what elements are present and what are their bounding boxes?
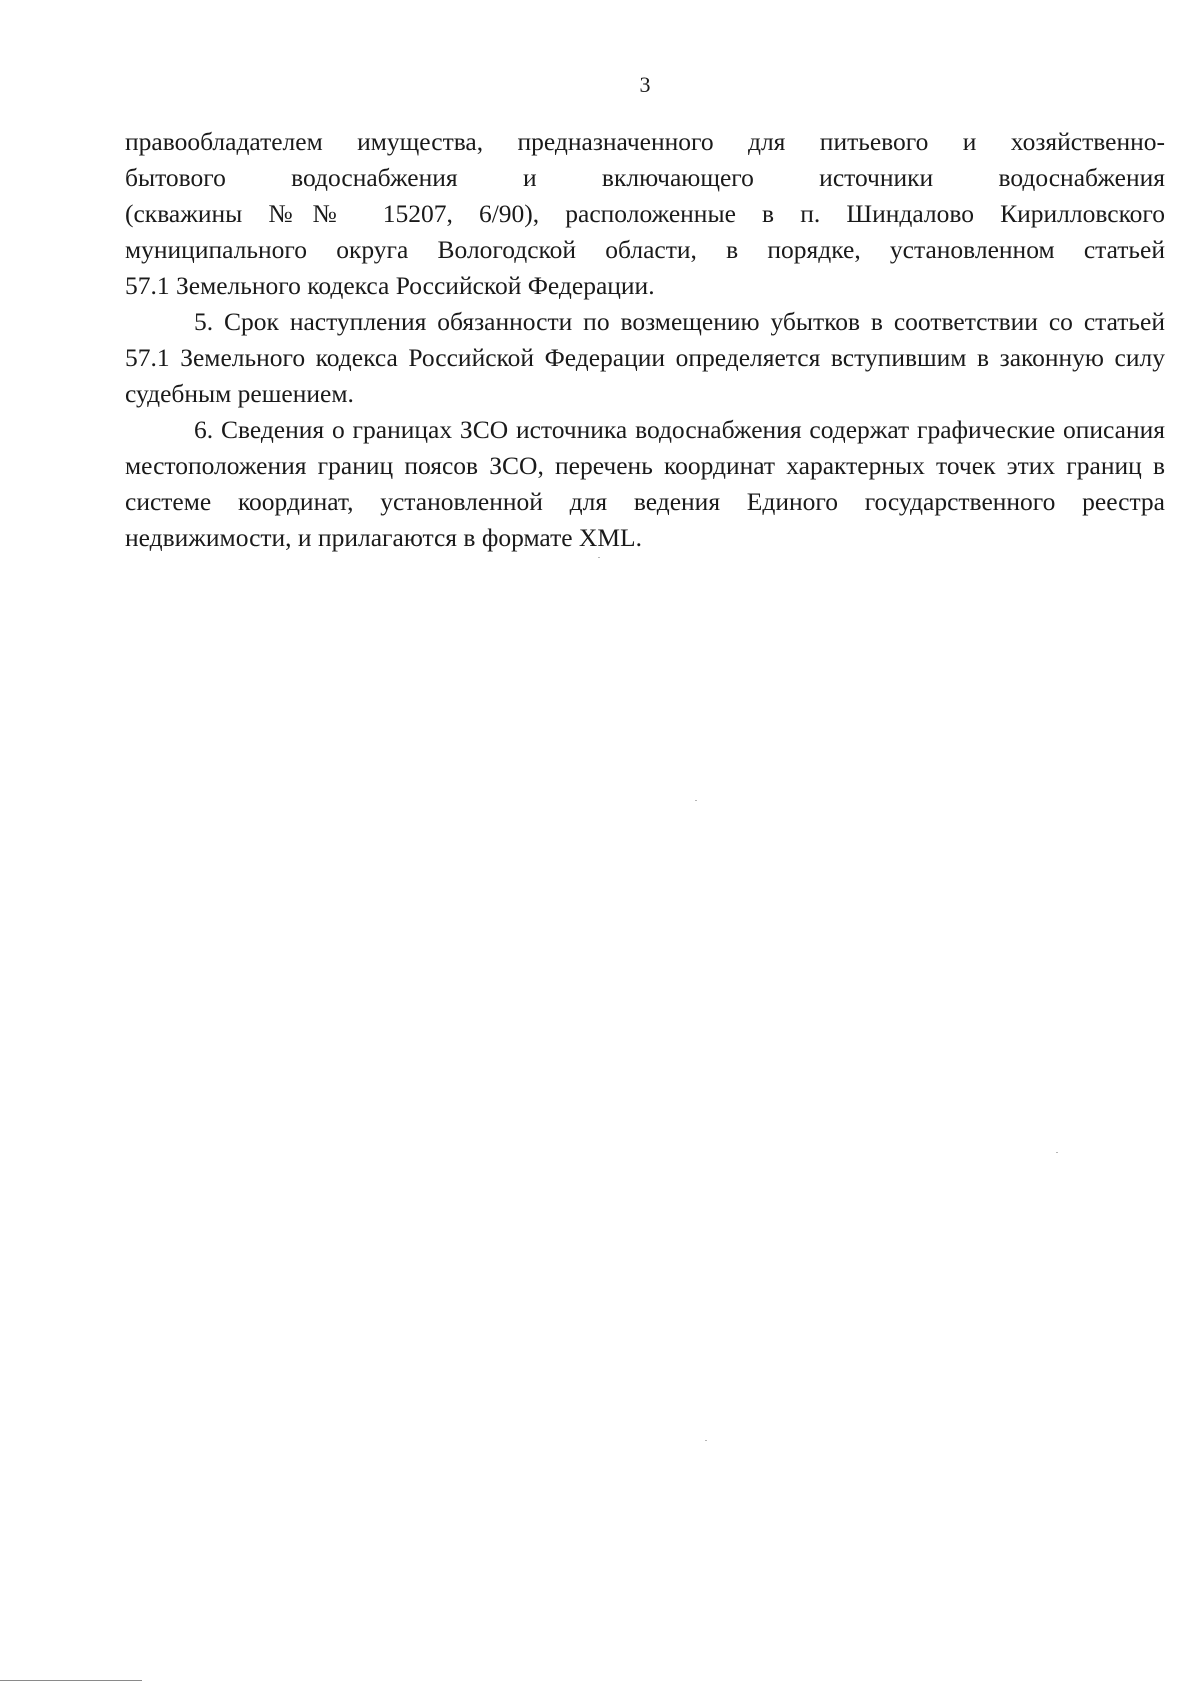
paragraph-4-line-2: бытового водоснабжения и включающего источники водоснабжения — [125, 163, 1165, 192]
paragraph-4-line-1: правообладателем имущества, предназначенного для питьевого и хозяйственно- — [125, 127, 1165, 156]
paragraph-4-line-5: 57.1 Земельного кодекса Российской Федерации. — [125, 271, 655, 300]
scan-speck — [598, 557, 600, 558]
paragraph-5: 5. Срок наступления обязанности по возмещению убытков в соответствии со статьей 57.1 Земельного кодекса Российской Федерации определяется вступившим в законную силу судебным решением. — [125, 307, 1165, 408]
scan-speck — [695, 800, 697, 801]
paragraph-4-line-4: муниципального округа Вологодской области, в порядке, установленном статьей — [125, 235, 1165, 264]
paragraph-6: 6. Сведения о границах ЗСО источника водоснабжения содержат графические описания местоположения границ поясов ЗСО, перечень координат характерных точек этих границ в системе координат, установленной для ведения Единого государственного реестра недвижимости, и прилагаются в формате XML. — [125, 415, 1165, 552]
paragraph-4-line-3: (скважины №№ 15207, 6/90), расположенные в п. Шиндалово Кирилловского — [125, 199, 1165, 228]
document-body — [125, 124, 1165, 556]
scan-speck — [1056, 1152, 1058, 1153]
footnote-rule — [0, 1680, 142, 1681]
scan-speck — [705, 1440, 707, 1441]
page-number: 3 — [639, 72, 651, 97]
